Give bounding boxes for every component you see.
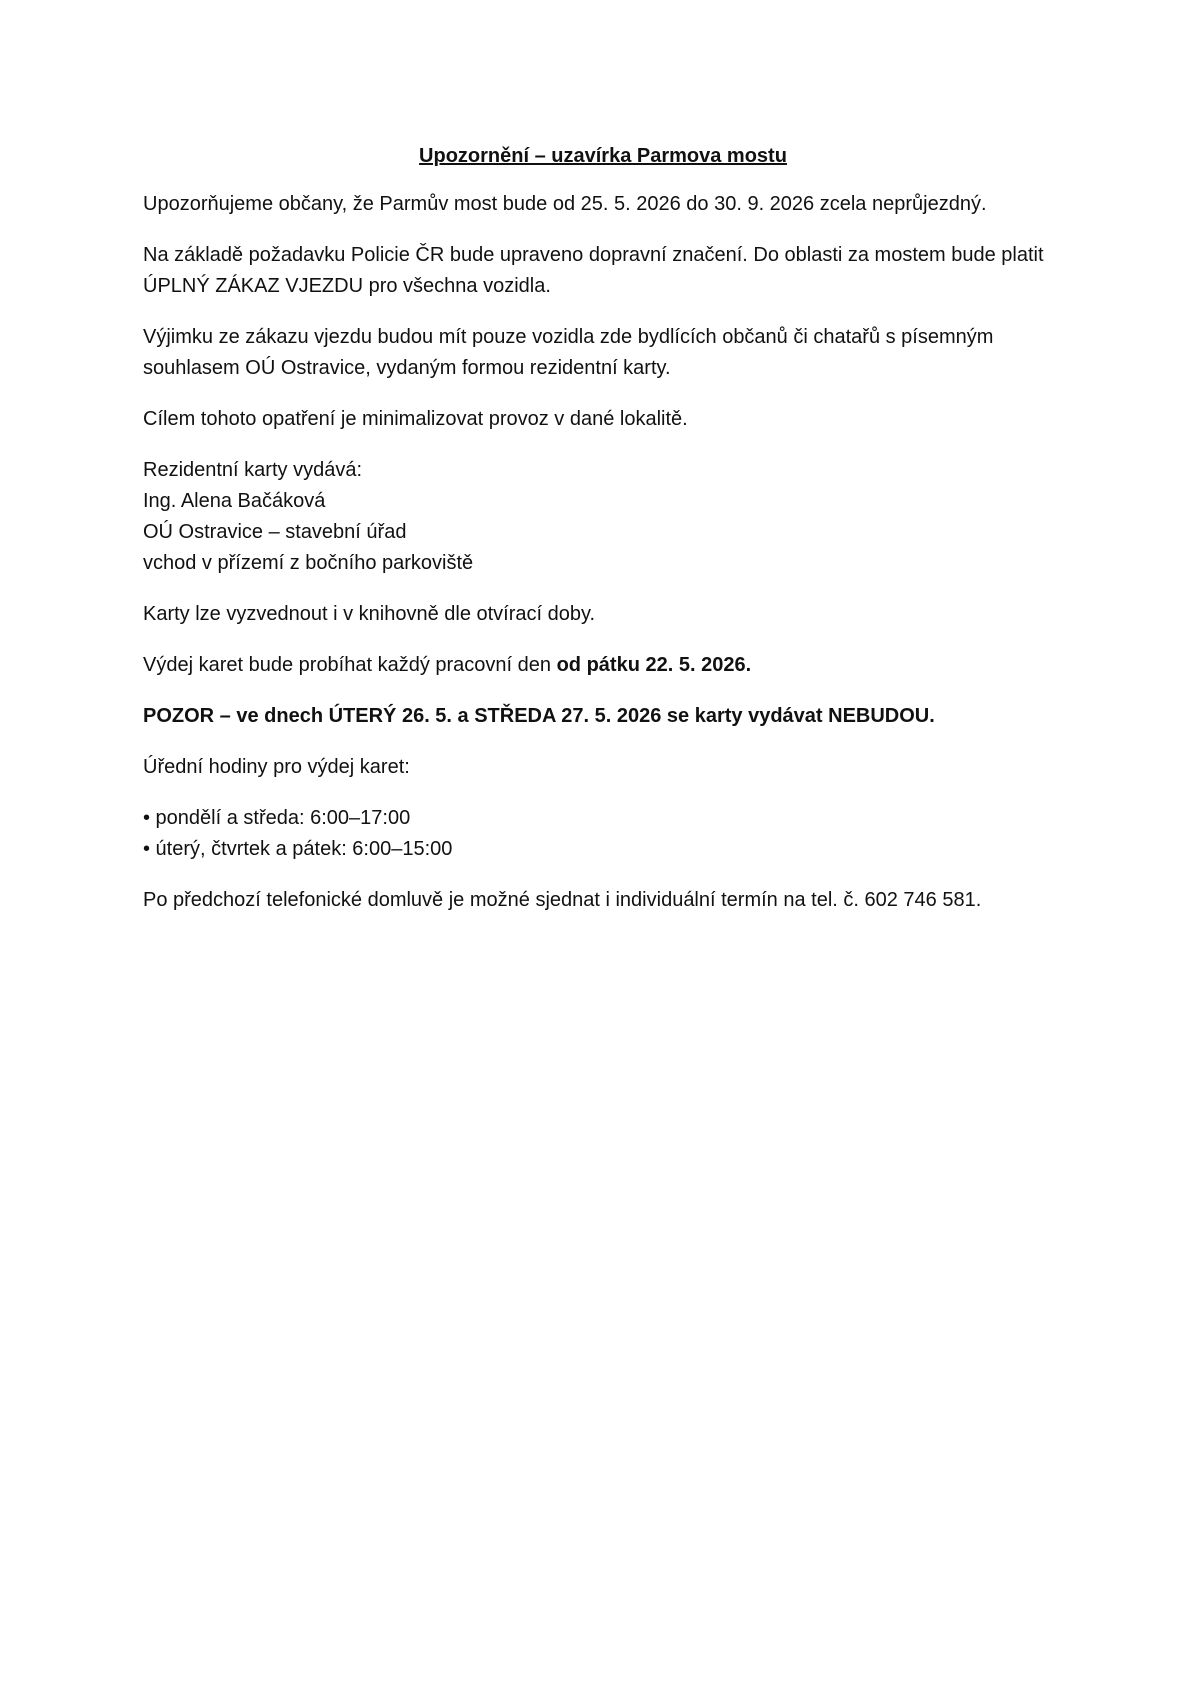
exception-paragraph bbox=[143, 322, 1063, 384]
issuer-heading: Rezidentní karty vydává: bbox=[143, 459, 362, 481]
office-hours-list bbox=[143, 803, 1063, 865]
office-hours-heading: Úřední hodiny pro výdej karet: bbox=[143, 756, 410, 778]
closure-dates-paragraph: Upozorňujeme občany, že Parmův most bude od 25. 5. 2026 do 30. 9. 2026 zcela neprůjezdný. bbox=[143, 193, 987, 215]
issuer-entrance: vchod v přízemí z bočního parkoviště bbox=[143, 552, 474, 574]
purpose-paragraph: Cílem tohoto opatření je minimalizovat provoz v dané lokalitě. bbox=[143, 408, 688, 430]
issuer-office: OÚ Ostravice – stavební úřad bbox=[143, 521, 407, 543]
traffic-restriction-paragraph bbox=[143, 240, 1063, 302]
traffic-restriction-line-2: ÚPLNÝ ZÁKAZ VJEZDU pro všechna vozidla. bbox=[143, 275, 551, 297]
warning-paragraph: POZOR – ve dnech ÚTERÝ 26. 5. a STŘEDA 27. 5. 2026 se karty vydávat NEBUDOU. bbox=[143, 705, 935, 727]
issuer-contact-block bbox=[143, 455, 1063, 579]
office-hours-item: • pondělí a středa: 6:00–17:00 bbox=[143, 807, 411, 829]
issuer-name: Ing. Alena Bačáková bbox=[143, 490, 326, 512]
traffic-restriction-line-1: Na základě požadavku Policie ČR bude upraveno dopravní značení. Do oblasti za mostem bude platit bbox=[143, 244, 1044, 266]
document-title: Upozornění – uzavírka Parmova mostu bbox=[419, 145, 787, 167]
issuing-start-date: od pátku 22. 5. 2026. bbox=[556, 654, 752, 676]
library-pickup-paragraph: Karty lze vyzvednout i v knihovně dle otvírací doby. bbox=[143, 603, 596, 625]
issuing-start-text: Výdej karet bude probíhat každý pracovní den bbox=[143, 654, 557, 676]
issuing-start-paragraph bbox=[143, 650, 1063, 681]
exception-line-2: souhlasem OÚ Ostravice, vydaným formou rezidentní karty. bbox=[143, 357, 671, 379]
exception-line-1: Výjimku ze zákazu vjezdu budou mít pouze vozidla zde bydlících občanů či chatařů s písemným bbox=[143, 326, 994, 348]
office-hours-item: • úterý, čtvrtek a pátek: 6:00–15:00 bbox=[143, 838, 453, 860]
document-page bbox=[143, 141, 1063, 936]
phone-appointment-paragraph: Po předchozí telefonické domluvě je možné sjednat i individuální termín na tel. č. 602 746 581. bbox=[143, 889, 982, 911]
